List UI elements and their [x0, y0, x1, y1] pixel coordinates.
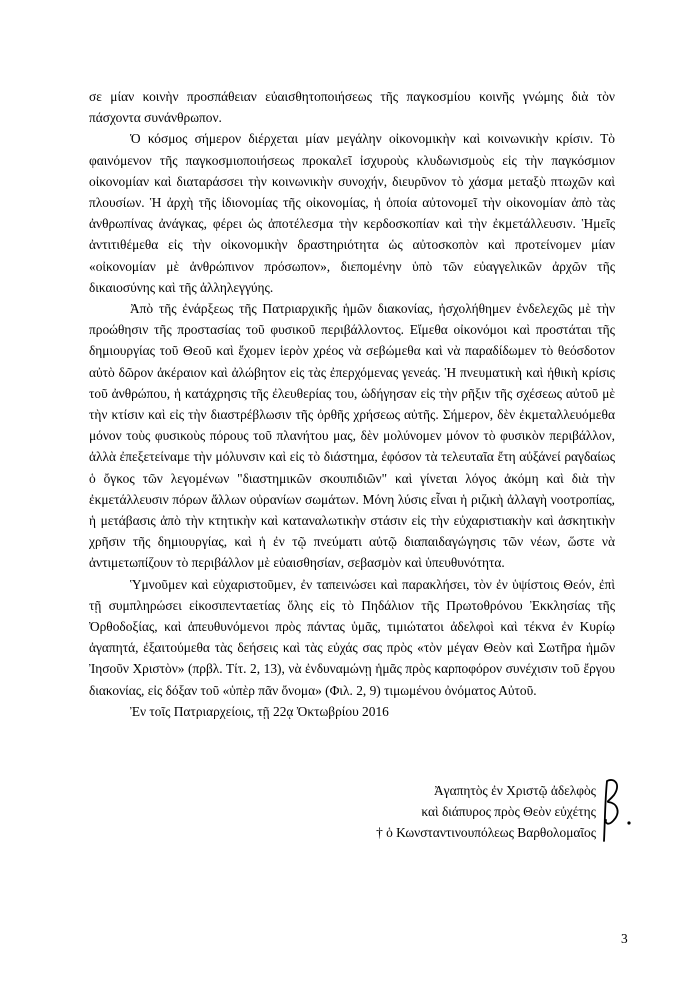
- letter-body: [89, 86, 615, 722]
- paragraph-thanksgiving: Ὑμνοῦμεν καὶ εὐχαριστοῦμεν, ἐν ταπεινώσει καὶ παρακλήσει, τὸν ἐν ὑψίστοις Θεόν, ἐπὶ τῇ συμπληρώσει εἰκοσιπενταετίας ὅλης εἰς τὸ Πηδάλιον τῆς Πρωτοθρόνου Ἐκκλησίας τῆς Ὀρθοδοξίας, καὶ ἀπευθυνόμενοι πρὸς πάντας ὑμᾶς, τιμιώτατοι ἀδελφοὶ καὶ τέκνα ἐν Κυρίῳ ἀγαπητά, ἐξαιτούμεθα τὰς δεήσεις καὶ τὰς εὐχάς σας πρὸς «τὸν μέγαν Θεὸν καὶ Σωτῆρα ἡμῶν Ἰησοῦν Χριστὸν» (πρβλ. Τίτ. 2, 13), νὰ ἐνδυναμώνῃ ἡμᾶς πρὸς καρποφόρον συνέχισιν τοῦ ἔργου διακονίας, εἰς δόξαν τοῦ «ὑπὲρ πᾶν ὄνομα» (Φιλ. 2, 9) τιμωμένου ὀνόματος Αὐτοῦ.: [89, 576, 615, 698]
- handwritten-signature: [596, 775, 636, 845]
- closing-line-2: καὶ διάπυρος πρὸς Θεὸν εὐχέτης: [421, 804, 596, 819]
- paragraph-economic-crisis: Ὁ κόσμος σήμερον διέρχεται μίαν μεγάλην οἰκονομικὴν καὶ κοινωνικὴν κρίσιν. Τὸ φαινόμενον τῆς παγκοσμιοποιήσεως προκαλεῖ ἰσχυροὺς κλυδωνισμοὺς εἰς τὴν παγκόσμιον οἰκονομίαν καὶ διαταράσσει τὴν κοινωνικὴν συνοχήν, διευρῦνον τὸ χάσμα μεταξὺ πτωχῶν καὶ πλουσίων. Ἡ ἀρχὴ τῆς ἰδιονομίας τῆς οἰκονομίας, ἡ ὁποία αὐτονομεῖ τὴν οἰκονομίαν ἀπὸ τὰς ἀνθρωπίνας ἀνάγκας, φέρει ὡς ἀποτέλεσμα τὴν κερδοσκοπίαν καὶ τὴν ἐκμετάλλευσιν. Ἡμεῖς ἀντιτιθέμεθα εἰς τὴν οἰκονομικὴν δραστηριότητα ὡς αὐτοσκοπὸν καὶ προτείνομεν μίαν «οἰκονομίαν μὲ ἀνθρώπινον πρόσωπον», διεπομένην ὑπὸ τῶν εὐαγγελικῶν ἀρχῶν τῆς δικαιοσύνης καὶ τῆς ἀλληλεγγύης.: [89, 131, 615, 295]
- signatory-name: † ὁ Κωνσταντινουπόλεως Βαρθολομαῖος: [376, 825, 596, 840]
- date-line: Ἐν τοῖς Πατριαρχείοις, τῇ 22ᾳ Ὀκτωβρίου 2016: [130, 703, 389, 719]
- closing-block: [376, 780, 596, 843]
- page-number: 3: [621, 931, 628, 946]
- closing-line-1: Ἀγαπητὸς ἐν Χριστῷ ἀδελφὸς: [433, 783, 596, 798]
- paragraph-environment: Ἀπὸ τῆς ἐνάρξεως τῆς Πατριαρχικῆς ἡμῶν διακονίας, ἠσχολήθημεν ἐνδελεχῶς μὲ τὴν προώθησιν τῆς προστασίας τοῦ φυσικοῦ περιβάλλοντος. Εἴμεθα οἰκονόμοι καὶ προστάται τῆς δημιουργίας τοῦ Θεοῦ καὶ ἔχομεν ἱερὸν χρέος νὰ σεβώμεθα καὶ νὰ παραδίδωμεν τὸ θεόσδοτον αὐτὸ δῶρον ἀκέραιον καὶ ἀλώβητον εἰς τὰς ἐπερχόμενας γενεάς. Ἡ πνευματικὴ καὶ ἠθικὴ κρίσις τοῦ ἀνθρώπου, ἡ κατάχρησις τῆς ἐλευθερίας του, ὡδήγησαν εἰς τὴν ρῆξιν τῆς σχέσεως αὐτοῦ μὲ τὴν κτίσιν καὶ εἰς τὴν διαστρέβλωσιν τῆς ὀρθῆς χρήσεως αὐτῆς. Σήμερον, δὲν ἐκμεταλλευόμεθα μόνον τοὺς φυσικοὺς πόρους τοῦ πλανήτου μας, δὲν μολύνομεν μόνον τὸ φυσικὸν περιβάλλον, ἀλλὰ ἐπεξετείναμε τὴν μόλυνσιν καὶ εἰς τὸ διάστημα, ἐφόσον τὰ τελευταῖα ἔτη αὐξάνεί ραγδαίως ὁ ὄγκος τῶν λεγομένων "διαστημικῶν σκουπιδιῶν" καὶ γίνεται λόγος ἀκόμη καὶ διὰ τὴν ἐκμετάλλευσιν πόρων ἄλλων οὐρανίων σωμάτων. Μόνη λύσις εἶναι ἡ ριζικὴ ἀλλαγὴ νοοτροπίας, ἡ μετάβασις ἀπὸ τὴν κτητικὴν καὶ καταναλωτικὴν στάσιν εἰς τὴν εὐχαριστιακὴν καὶ ἀσκητικὴν χρῆσιν τῆς δημιουργίας, καὶ ἡ ἐν τῷ πνεύματι αὐτῷ διαπαιδαγώγησις τῶν νέων, ὥστε νὰ ἀντιμετωπίζουν τὸ περιβάλλον μὲ εὐαισθησίαν, σεβασμὸν καὶ ὑπευθυνότητα.: [89, 301, 615, 571]
- paragraph-continuation: σε μίαν κοινὴν προσπάθειαν εὐαισθητοποιήσεως τῆς παγκοσμίου κοινῆς γνώμης διὰ τὸν πάσχοντα συνάνθρωπον.: [89, 89, 615, 126]
